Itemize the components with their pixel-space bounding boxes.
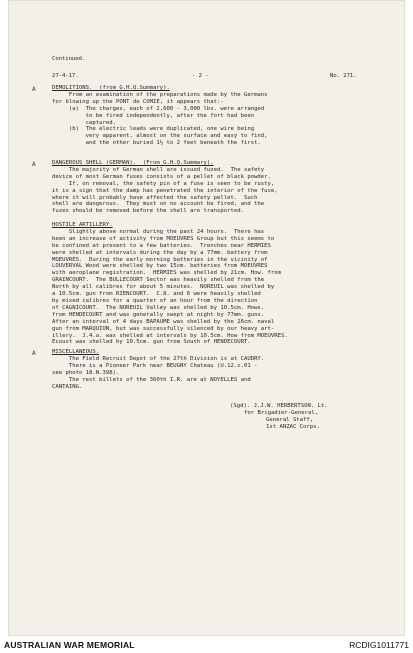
section-line: shell are dangerous. They must on no account be fired, and the	[52, 201, 265, 208]
section-line: MISCELLANEOUS.	[52, 349, 100, 355]
section-line: where it will probably have affected the safety pellet. Such	[52, 194, 258, 201]
margin-mark-dangerous-shell: A	[32, 161, 36, 168]
section-line: for blowing up the PONT de COMIE, it appears that:-	[52, 98, 224, 105]
section-line: The majority of German shell are issued fuzed. The safety	[52, 166, 265, 173]
section-line: LOUVERVAL Wood were shelled by two 15cm. batteries from MOEUVRES	[52, 263, 268, 270]
section-line: gun from MARQUION, but was successfully silenced by our heavy art-	[52, 325, 275, 332]
archive-name: AUSTRALIAN WAR MEMORIAL	[4, 640, 135, 650]
section-line: The Field Recruit Depot of the 27th Division is at CAUDRY.	[52, 355, 265, 362]
section-line: CANTAING.	[52, 383, 83, 390]
document-page	[8, 0, 405, 636]
page-number: - 2 -	[192, 73, 209, 79]
section-line: to be fired independently, after the fort had been	[52, 112, 255, 119]
section-line: MOEUVRES. During the early morning batteries in the vicinity of	[52, 256, 268, 263]
section-line: a 10.5cm. gun from RIENCOURT. C.8. and 6 were heavily shelled	[52, 291, 261, 298]
section-line: be confined at present to a few batteries. Trenches near HERMIES	[52, 242, 271, 249]
section-demolitions	[52, 85, 268, 147]
section-line: Slightly above normal during the past 24 hours. There has	[52, 228, 265, 235]
section-line: There is a Pioneer Park near BEUGNY Chateau (U.12.c.01 -	[52, 362, 258, 369]
continued-label: Continued.	[52, 56, 86, 62]
section-line: very apparent, almost on the surface and easy to find,	[52, 133, 268, 140]
section-line: from HENDECOURT and was generally swept at night by 77mm. guns.	[52, 311, 265, 318]
signature-line: for Brigadier-General,	[244, 409, 319, 416]
signature-line: 1st ANZAC Corps.	[266, 423, 320, 430]
signature-line: (Sgd). J.J.W. HERBERTSON. Lt.	[230, 403, 328, 409]
section-line: After an interval of 4 days BAPAUME was shelled by the 26cm. naval	[52, 318, 275, 325]
section-line: it is a sign that the damp has penetrated the interior of the fuse,	[52, 187, 278, 194]
section-line: HOSTILE ARTILLERY.	[52, 222, 113, 228]
section-line: illery. J.4.a. was shelled at intervals by 10.5cm. How from MOEUVRES.	[52, 332, 288, 339]
section-line: with aeroplane registration. HERMIES was shelled by 21cm. How. from	[52, 270, 282, 277]
section-line: were shelled at intervals during the day by a 77mm. battery from	[52, 249, 268, 256]
section-line: been an increase of activity from MOEUVRES Group but this seems to	[52, 235, 275, 242]
section-line: GRAINCOURT. The BULLECOURT Sector was heavily shelled from the	[52, 277, 265, 284]
section-line: (b) The electric leads were duplicated, one wire being	[52, 126, 255, 133]
section-line: From an examination of the preparations made by the Germans	[52, 91, 268, 98]
section-dangerous-shell	[52, 160, 278, 215]
section-line: captured.	[52, 119, 116, 126]
signature-block	[230, 403, 328, 431]
section-miscellaneous	[52, 349, 264, 390]
section-line: by mixed calibres for a quarter of an hour from the direction	[52, 297, 258, 304]
section-line: and the other buried 1½ to 2 feet beneath the first.	[52, 140, 261, 147]
section-line: Ecoust was shelled by 10.5cm. gun from South of HENDECOURT.	[52, 339, 251, 346]
section-line: DANGEROUS SHELL (GERMAN). (From G.H.Q.Summary).	[52, 160, 214, 166]
section-hostile-artillery	[52, 222, 288, 346]
margin-mark-miscellaneous: A	[32, 350, 36, 357]
section-line: DEMOLITIONS. (from G.H.Q.Summary).	[52, 85, 170, 91]
section-line: fuzes should be removed before the shell are transported.	[52, 208, 244, 215]
section-line: device of most German fuses consists of a pellet of black powder.	[52, 173, 271, 180]
document-number: No. 271.	[330, 73, 357, 79]
section-line: (a) The charges, each of 2,600 - 3,000 lbs. were arranged	[52, 105, 265, 112]
margin-mark-demolitions: A	[32, 86, 36, 93]
record-id: RCDIG1011771	[349, 640, 409, 650]
section-line: of CAGNICOURT. The NOREUIL Valley was shelled by 10.5cm. Hows.	[52, 304, 265, 311]
signature-line: General Staff,	[266, 416, 314, 423]
section-line: see photo 18.N.398).	[52, 369, 120, 376]
section-line: The rest billets of the 360th I.R. are at NOYELLES and	[52, 376, 251, 383]
section-line: North by all calibres for about 5 minutes. NOREUIL was shelled by	[52, 284, 275, 291]
section-line: If, on removal, the safety pin of a fuse is seen to be rusty,	[52, 180, 275, 187]
archive-footer	[0, 636, 413, 653]
document-date: 27-4-17.	[52, 73, 79, 79]
